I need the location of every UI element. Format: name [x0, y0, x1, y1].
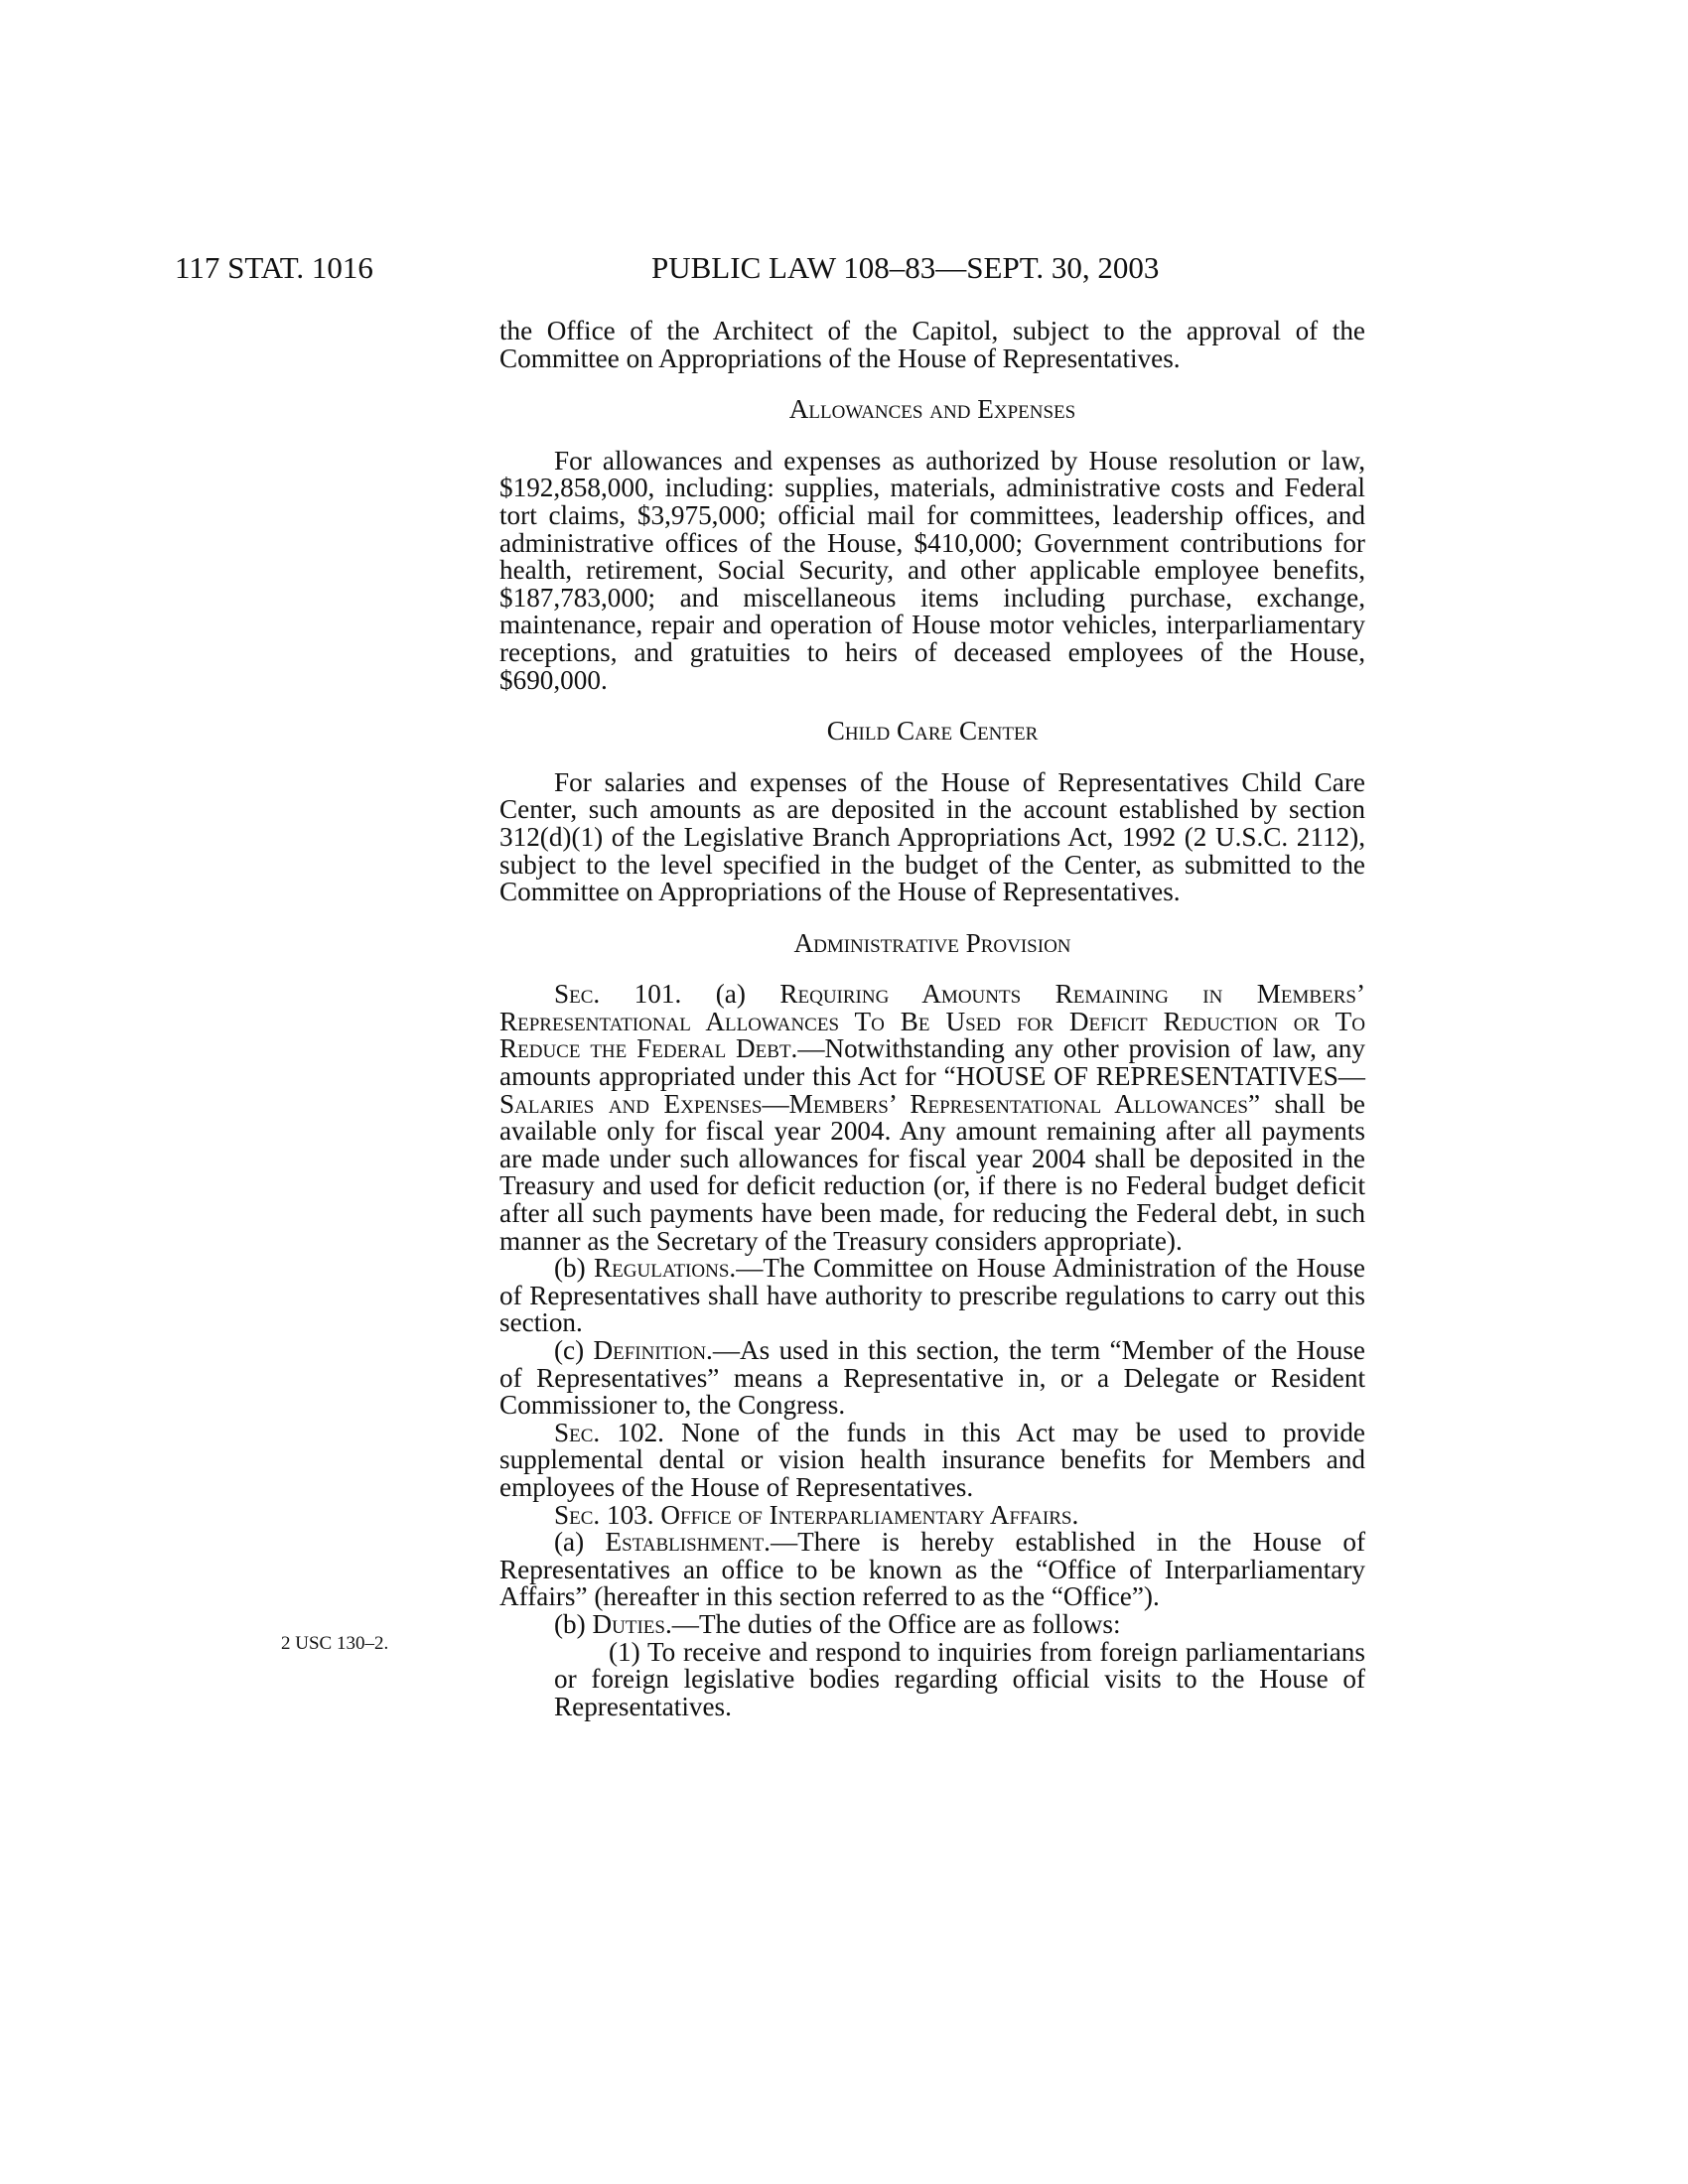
sec-101-a-marker: (a) — [715, 979, 746, 1010]
sec-101-c-text: —As used in this section, the term “Member of the House of Representatives” means a Representative in, or a Delegate or Resident Commissioner to, the Congress. — [499, 1335, 1365, 1421]
sec-101-label: Sec. 101. — [554, 979, 682, 1010]
sec-101-a-text-2: ” shall be available only for fiscal year 2004. Any amount remaining after all payments are made under such allowances for fiscal year 2004 shall be deposited in the Treasury and used for deficit reduction (or, if there is no Federal budget deficit after all such payments have been made, for reducing the Federal debt, in such manner as the Secretary of the Treasury considers appropriate). — [499, 1088, 1366, 1256]
statute-page-number: 117 STAT. 1016 — [175, 250, 373, 285]
sec-102-text: None of the funds in this Act may be used to provide supplemental dental or vision health insurance benefits for Members and employees of the House of Representatives. — [499, 1417, 1366, 1502]
public-law-citation: PUBLIC LAW 108–83—SEPT. 30, 2003 — [651, 250, 1160, 285]
sec-103-label: Sec. 103. — [554, 1499, 654, 1530]
allowances-heading: Allowances and Expenses — [788, 394, 1076, 425]
sec-103-a-marker: (a) — [554, 1527, 585, 1558]
page-header — [175, 248, 1366, 288]
sec-103-b-marker: (b) — [554, 1608, 586, 1639]
sec-101-a-title: Requiring Amounts Remaining in Members’ Representational Allowances To Be Used for Deficit Reduction or To Reduce the Federal Debt. — [499, 979, 1366, 1064]
child-care-heading: Child Care Center — [826, 716, 1039, 747]
sec-103-paragraph — [499, 1499, 1365, 1530]
intro-paragraph: the Office of the Architect of the Capitol, subject to the approval of the Committee on Appropriations of the House of Representatives. — [499, 316, 1365, 373]
administrative-provision-heading: Administrative Provision — [793, 927, 1071, 958]
sec-102-paragraph — [499, 1417, 1366, 1502]
sec-101-b-title: Regulations. — [594, 1253, 737, 1284]
sec-103-title: Office of Interparliamentary Affairs. — [660, 1499, 1079, 1530]
sec-101-a-text-1: —Notwithstanding any other provision of law, any amounts appropriated under this Act for “HOUSE OF REPRESENTATIVES— — [499, 1033, 1365, 1092]
sec-101-b-paragraph — [499, 1255, 1365, 1337]
sec-101-c-marker: (c) — [554, 1335, 585, 1365]
margin-citation: 2 USC 130–2. — [281, 1633, 389, 1654]
sec-101-b-marker: (b) — [554, 1253, 586, 1284]
sec-103-a-title: Establishment. — [605, 1527, 771, 1558]
child-care-paragraph: For salaries and expenses of the House of Representatives Child Care Center, such amounts as are deposited in the account established by section 312(d)(1) of the Legislative Branch Appropriations Act, 1992 (2 U.S.C. 2112), subject to the level specified in the budget of the Center, as submitted to the Committee on Appropriations of the House of Representatives. — [499, 766, 1365, 907]
sec-103-a-text: —There is hereby established in the House of Representatives an office to be known as the “Office of Interparliamentary Affairs” (hereafter in this section referred to as the “Office”). — [499, 1527, 1365, 1612]
sec-101-c-paragraph — [499, 1337, 1365, 1420]
main-text-column — [499, 318, 1365, 1720]
sec-101-b-text: —The Committee on House Administration of the House of Representatives shall have authority to prescribe regulations to carry out this section. — [499, 1253, 1365, 1338]
sec-101-a-paragraph — [499, 981, 1365, 1255]
allowances-paragraph: For allowances and expenses as authorized by House resolution or law, $192,858,000, including: supplies, materials, administrative costs and Federal tort claims, $3,975,000; official mail for committees, leadership offices, and administrative offices of the House, $410,000; Government contributions for health, retirement, Social Security, and other applicable employee benefits, $187,783,000; and miscellaneous items including purchase, exchange, maintenance, repair and operation of House motor vehicles, interparliamentary receptions, and gratuities to heirs of deceased employees of the House, $690,000. — [499, 445, 1365, 695]
sec-101-a-text-smallcaps: Salaries and Expenses—Members’ Representational Allowances — [499, 1088, 1248, 1119]
sec-101-c-title: Definition. — [593, 1335, 713, 1365]
sec-103-b-paragraph — [499, 1608, 1365, 1639]
sec-103-a-paragraph — [499, 1529, 1365, 1611]
sec-103-b-1-paragraph: (1) To receive and respond to inquiries from foreign parliamentarians or foreign legislative bodies regarding official visits to the House of Representatives. — [554, 1636, 1365, 1721]
sec-103-b-title: Duties. — [592, 1608, 672, 1639]
sec-103-b-text: —The duties of the Office are as follows: — [671, 1608, 1121, 1639]
sec-102-label: Sec. 102. — [554, 1417, 664, 1447]
